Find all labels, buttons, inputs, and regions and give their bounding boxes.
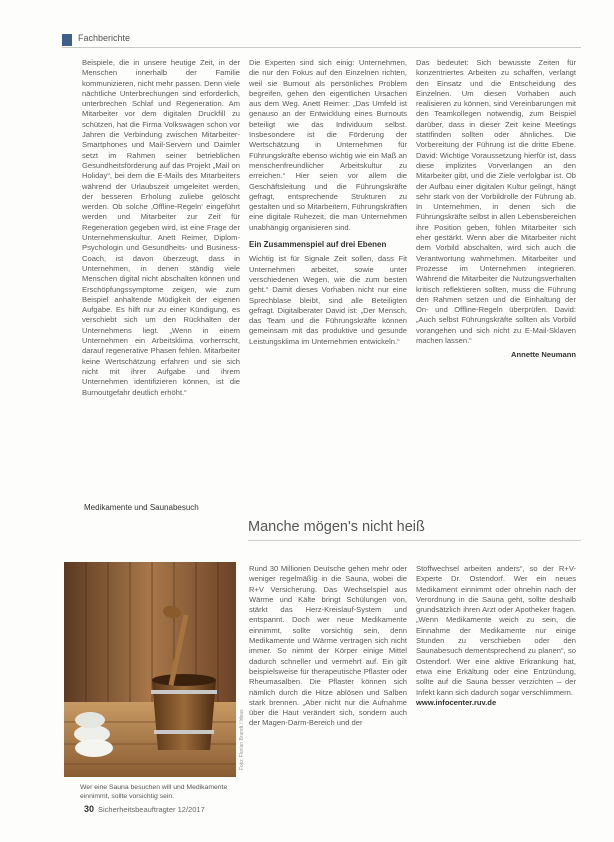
article1-col1-text: Beispiele, die in unsere heutige Zeit, in der Menschen innerhalb der Familie kommunizieren, nicht mehr passen. Denn viele nächtliche Unterbrechungen sind erforderlich, unterbrechen Schlaf und Regeneration. Am Mitarbeiter vor dem digitalen Druckfill zu schützen, hat die Firma Volkswagen schon vor Jahren die Verbindung zwischen Mitarbeiter-Smartphones und Mail-Servern und Daimler setzt im Rahmen seiner betrieblichen Gesundheitsförderung auf das Projekt „Mail on Holiday“, bei dem die E-Mails des Mitarbeiters während der Urlaubszeit umgeleitet werden, der besseren Erholung zuliebe gelöscht werden. Ob solche ‚Offline-Regeln‘ eingeführt werden und Mitarbeiter zur Zeit für Regeneration gegeben wird, ist eine Frage der Unternehmenskultur. Anett Reimer, Diplom-Psychologin und Gesundheits- und Business-Coach, ist davon überzeugt, dass in Unternehmen, in denen ständig viele Menschen digital nicht abschalten können und Erschöpfungssymptome zeigen, wie zum Beispiel anhaltende Müdigkeit der eigenen Aufgabe. Es hilft nur zu einer Kündigung, es verschiebt sich um den Rückhalten der Unternehmens liegt. „Wenn in einem Unternehmen ein Arbeitsklima vorherrscht, darauf regenerative Phasen fehlen. Mitarbeiter keine Wertschätzung erfahren und sie sich nicht mit ihrer Aufgabe und ihrem Unternehmen identifizieren können, ist die Burnoutgefahr deutlich erhöht.“	[82, 58, 240, 397]
info-link[interactable]: www.infocenter.ruv.de	[416, 697, 497, 707]
photo-caption: Wer eine Sauna besuchen will und Medikamente einnimmt, sollte vorsichtig sein.	[80, 784, 228, 800]
article2-title-divider	[248, 540, 581, 541]
article2-col2-text: Rund 30 Millionen Deutsche gehen mehr oder weniger regelmäßig in die Sauna, wobei die R+V Versicherung. Das Wechselspiel aus Wärme und Kälte bringt Schülungen von, stärkt das Herz-Kreislauf-System und entspannt. Doch wer neue Medikamente einnimmt, sollte vorsichtig sein, denn Medikamente und Wärme vertragen sich nicht immer. So nimmt der Körper einige Mittel dadurch schneller und vermehrt auf. Ein gilt beispielsweise für therapeutische Pflaster oder Rheumasalben. Die Pflaster können sich nämlich durch die Hitze ablösen und Salben stark brennen. „Aber nicht nur die Aufnahme über die Haut verändert sich, sondern auch der Magen-Darm-Bereich und der	[249, 564, 407, 728]
article1-subheading: Ein Zusammenspiel auf drei Ebenen	[249, 240, 387, 250]
article2-title: Manche mögen's nicht heiß	[248, 519, 425, 535]
sauna-illustration	[64, 562, 236, 777]
sauna-photo	[64, 562, 236, 777]
section-header: Fachberichte	[78, 33, 131, 43]
article1-col2-text: Die Experten sind sich einig: Unternehmen, die nur den Fokus auf den Einzelnen richten, weil sie Burnout als persönliches Problem begreifen, gehen den eigentlichen Ursachen aus dem Weg. Anett Reimer: „Das Umfeld ist genauso an der Entwicklung eines Burnouts beteiligt wie das Individuum selbst. Insbesondere ist die Förderung der Wertschätzung in Unternehmen für Führungskräfte ebenso wichtig wie ein Maß an menschenfreundlicher Arbeitskultur zu erreichen.“ Hier seien vor allem die Geschäftsleitung und die Führungskräfte gefragt, entsprechende Strukturen zu gestalten und so Mitarbeitern, Führungskräften eine digitale Ruhezeit, die man Unternehmen unabhängig organisieren sind.	[249, 58, 407, 232]
page-number: 30	[84, 804, 95, 814]
publication-name: Sicherheitsbeauftragter 12/2017	[98, 805, 205, 814]
article1-column-1	[82, 58, 240, 478]
header-accent-bar	[62, 34, 72, 46]
article1-col3-text: Das bedeutet: Sich bewusste Zeiten für konzentriertes Arbeiten zu schaffen, verlangt den Einsatz und die Entscheidung des Einzelnen. Um diesen Vorhaben auch realisieren zu können, sind Vereinbarungen mit den Teamkollegen notwendig, zum Beispiel darüber, dass in dieser Zeit keine Meetings stattfinden sollten oder ähnliches. Die Vorbereitung der Führung ist die dritte Ebene. David: Wichtige Voraussetzung hierfür ist, dass diese implizites Vorverlangen an den Mitarbeiter gibt, und die Ziele verfolgbar ist. Ob der Aufbau einer digitalen Kultur gelingt, hängt sehr stark von der Vorbildrolle der Führung ab. In Unternehmen, in denen sich die Führungskräfte selbst in allen Lebensbereichen ihre Position geben, fühlen Mitarbeiter sich eher gestärkt. Wenn aber die Mitarbeiter nicht dem Vorbild abschalten, wird sich auch die Verantwortung wahrnehmen. Mitarbeiter und Prozesse im Unternehmen integrieren. Während die Mitarbeiter die Nutzungsverhalten kritisch reflektieren sollten, muss die Führung den Rahmen setzen und die Einhaltung der On- und Offline-Regeln überprüfen. David: „Auch selbst Führungskräfte sollten als Vorbild vorangehen und sich nicht zu E-Mail-Sklaven machen lassen.“	[416, 58, 576, 346]
article2-column-2	[249, 564, 407, 790]
header-divider	[62, 47, 581, 48]
photo-credit: Foto: Florian Brandt / Ideas	[239, 709, 245, 770]
article2-section-label: Medikamente und Saunabesuch	[84, 503, 199, 512]
article2-column-3	[416, 564, 576, 790]
article2-col3-text: Stoffwechsel arbeiten anders“, so der R+V-Experte Dr. Ostendorf. Wer ein neues Medikament einnimmt oder ohnehin nach der Verordnung in die Sauna geht, sollte deshalb grundsätzlich ihren Arzt oder Apotheker fragen. „Wenn Medikamente weich zu sein, die Einnahme der Medikamente nur einige Stunden zu verschieben oder den Saunabesuch dementsprechend zu planen“, so Ostendorf. Wer eine aktive Erkrankung hat, etwa eine Erkältung oder eine Entzündung, sollte auf die Sauna besser verzichten – der Infekt kann sich dadurch sogar verschlimmern.	[416, 564, 576, 697]
article1-author: Annette Neumann	[511, 350, 576, 360]
article1-column-2	[249, 58, 407, 478]
article1-column-3	[416, 58, 576, 478]
article1-col2b-text: Wichtig ist für Signale Zeit sollen, dass Fit Unternehmen arbeitet, sowie unter verschiedenen Wegen, wie die zum besten geht.“ Damit dieses Vorhaben nicht nur eine Sprechblase bleibt, sind alle Beteiligten gefragt. Digitalberater David ist: „Der Mensch, das Team und die Führungskräfte können gemeinsam mit das produktive und gesunde Leistungsklima im Unternehmen entwickeln.“	[249, 254, 407, 346]
